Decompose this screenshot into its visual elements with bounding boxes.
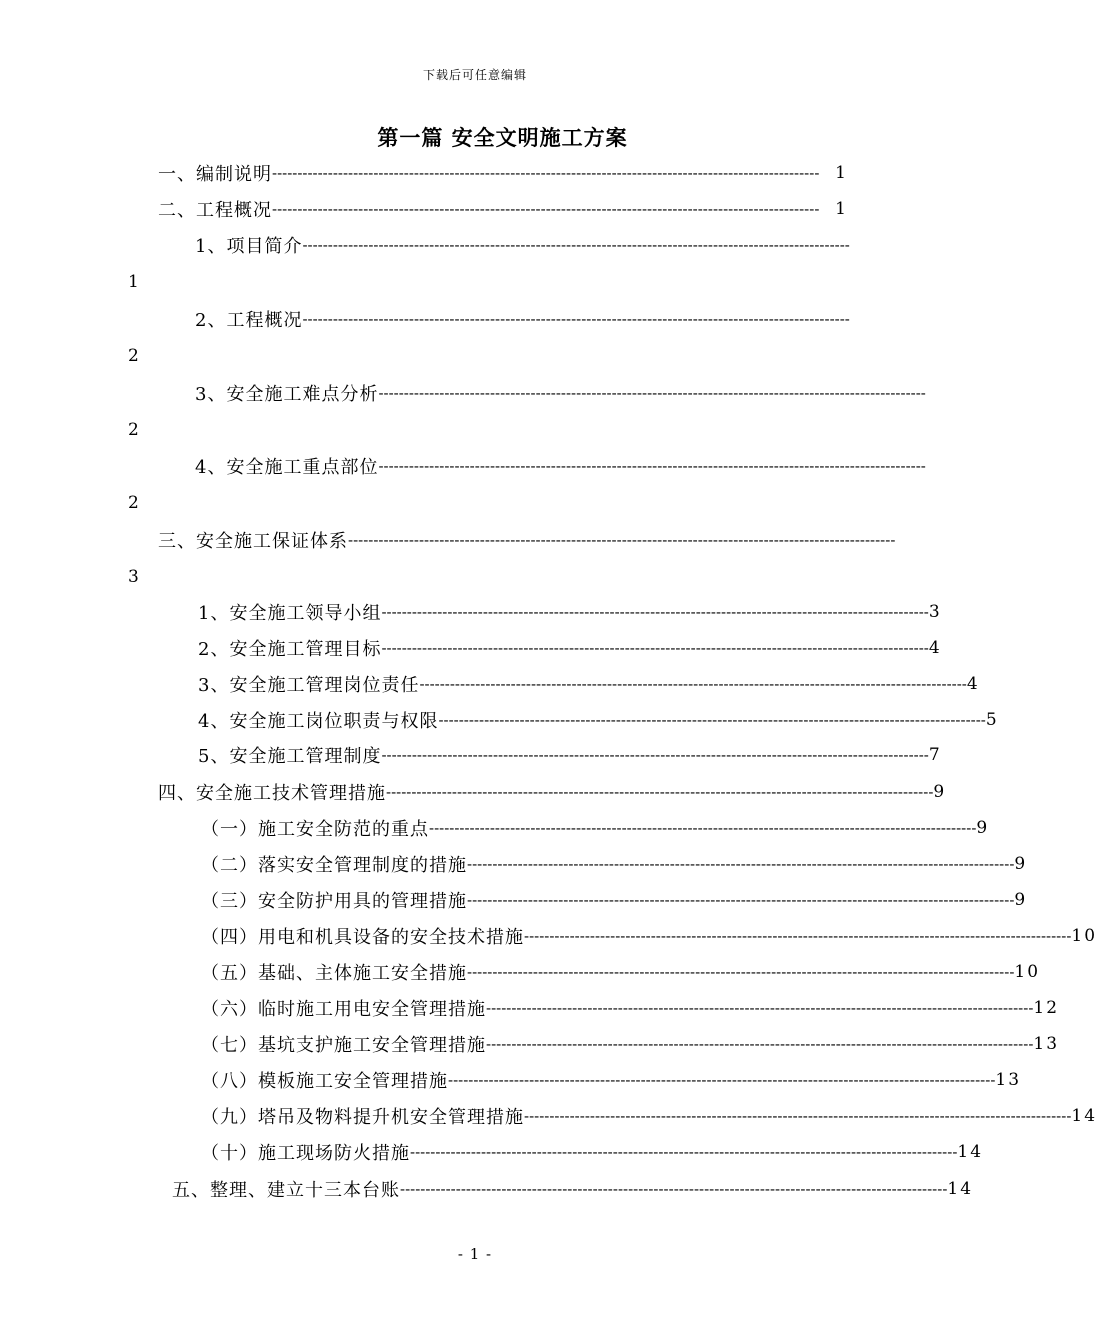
toc-entry-label: （一）施工安全防范的重点 xyxy=(201,819,429,840)
toc-entry[interactable] xyxy=(201,815,990,841)
toc-entry-label: （五）基础、主体施工安全措施 xyxy=(201,963,467,984)
dot-leader: ------------------------------------------------------------------------------------------------------------ xyxy=(302,236,850,254)
toc-entry-page: 12 xyxy=(1033,998,1060,1018)
toc-entry[interactable] xyxy=(201,959,1041,985)
dot-leader: ------------------------------------------------------------------------------------------------------------ xyxy=(524,927,1072,945)
toc-entry[interactable] xyxy=(198,671,980,697)
toc-entry-label: 2、安全施工管理目标 xyxy=(198,639,382,660)
toc-entry-label: 3、安全施工难点分析 xyxy=(195,384,379,405)
dot-leader: ------------------------------------------------------------------------------------------------------------ xyxy=(272,164,820,182)
toc-entry[interactable] xyxy=(198,742,942,768)
toc-entry-page: 14 xyxy=(947,1179,974,1199)
toc-entry-page: 2 xyxy=(128,493,139,513)
toc-entry[interactable] xyxy=(201,887,1028,913)
toc-entry-page: 10 xyxy=(1014,962,1041,982)
toc-entry-page: 2 xyxy=(128,346,139,366)
dot-leader: ------------------------------------------------------------------------------------------------------------ xyxy=(378,384,926,402)
toc-entry[interactable] xyxy=(195,306,850,332)
dot-leader: ------------------------------------------------------------------------------------------------------------ xyxy=(419,675,967,693)
toc-entry-label: （三）安全防护用具的管理措施 xyxy=(201,891,467,912)
toc-entry[interactable] xyxy=(158,196,848,222)
toc-entry-label: （六）临时施工用电安全管理措施 xyxy=(201,999,486,1020)
dot-leader: ------------------------------------------------------------------------------------------------------------ xyxy=(486,999,1034,1017)
dot-leader: ------------------------------------------------------------------------------------------------------------ xyxy=(381,603,929,621)
toc-entry-label: 一、编制说明 xyxy=(158,164,272,185)
toc-entry[interactable] xyxy=(201,1031,1060,1057)
dot-leader: ------------------------------------------------------------------------------------------------------------ xyxy=(438,711,986,729)
dot-leader: ------------------------------------------------------------------------------------------------------------ xyxy=(400,1180,948,1198)
toc-entry-label: （七）基坑支护施工安全管理措施 xyxy=(201,1035,486,1056)
toc-entry-label: （二）落实安全管理制度的措施 xyxy=(201,855,467,876)
toc-entry-page: 13 xyxy=(1033,1034,1060,1054)
dot-leader: ------------------------------------------------------------------------------------------------------------ xyxy=(524,1107,1072,1125)
toc-entry-page: 9 xyxy=(933,782,947,802)
toc-entry-page: 1 xyxy=(128,272,139,292)
toc-entry-label: （十）施工现场防火措施 xyxy=(201,1143,410,1164)
toc-entry-label: 三、安全施工保证体系 xyxy=(158,531,348,552)
dot-leader: ------------------------------------------------------------------------------------------------------------ xyxy=(378,457,926,475)
toc-entry-label: （九）塔吊及物料提升机安全管理措施 xyxy=(201,1107,524,1128)
dot-leader: ------------------------------------------------------------------------------------------------------------ xyxy=(429,819,977,837)
toc-entry-page: 10 xyxy=(1071,926,1097,946)
toc-entry-page: 7 xyxy=(928,745,942,765)
toc-entry-label: （八）模板施工安全管理措施 xyxy=(201,1071,448,1092)
dot-leader: ------------------------------------------------------------------------------------------------------------ xyxy=(467,963,1015,981)
toc-entry[interactable] xyxy=(201,923,1097,949)
toc-entry[interactable] xyxy=(158,527,896,553)
toc-entry-page: 9 xyxy=(1014,854,1028,874)
toc-entry-label: 1、项目简介 xyxy=(195,236,303,257)
toc-entry[interactable] xyxy=(201,1139,984,1165)
toc-entry-page: 3 xyxy=(128,567,139,587)
toc-entry-page: 4 xyxy=(928,638,942,658)
dot-leader: ------------------------------------------------------------------------------------------------------------ xyxy=(410,1143,958,1161)
dot-leader: ------------------------------------------------------------------------------------------------------------ xyxy=(448,1071,996,1089)
toc-entry[interactable] xyxy=(158,160,848,186)
toc-entry[interactable] xyxy=(198,599,942,625)
toc-entry-page: 4 xyxy=(966,674,980,694)
dot-leader: ------------------------------------------------------------------------------------------------------------ xyxy=(386,783,934,801)
header-note: 下载后可任意编辑 xyxy=(422,68,527,82)
toc-entry[interactable] xyxy=(195,380,926,406)
page-number-footer: - 1 - xyxy=(457,1245,493,1263)
toc-entry-page: 13 xyxy=(995,1070,1022,1090)
toc-entry[interactable] xyxy=(195,453,926,479)
toc-entry[interactable] xyxy=(198,635,942,661)
toc-entry[interactable] xyxy=(201,851,1028,877)
toc-entry[interactable] xyxy=(195,232,850,258)
toc-entry[interactable] xyxy=(172,1176,974,1202)
toc-entry-page: 3 xyxy=(928,602,942,622)
toc-entry-label: 五、整理、建立十三本台账 xyxy=(172,1180,400,1201)
dot-leader: ------------------------------------------------------------------------------------------------------------ xyxy=(486,1035,1034,1053)
toc-entry-page: 1 xyxy=(835,199,848,219)
toc-entry[interactable] xyxy=(158,779,947,805)
toc-entry[interactable] xyxy=(201,1103,1097,1129)
toc-entry-label: 5、安全施工管理制度 xyxy=(198,746,382,767)
dot-leader: ------------------------------------------------------------------------------------------------------------ xyxy=(467,891,1015,909)
toc-entry-page: 9 xyxy=(1014,890,1028,910)
toc-entry-label: 二、工程概况 xyxy=(158,200,272,221)
dot-leader: ------------------------------------------------------------------------------------------------------------ xyxy=(348,531,896,549)
toc-entry-label: 1、安全施工领导小组 xyxy=(198,603,382,624)
toc-entry-page: 9 xyxy=(976,818,990,838)
toc-entry-label: 4、安全施工岗位职责与权限 xyxy=(198,711,439,732)
dot-leader: ------------------------------------------------------------------------------------------------------------ xyxy=(381,746,929,764)
toc-entry-label: 3、安全施工管理岗位责任 xyxy=(198,675,420,696)
toc-entry-page: 1 xyxy=(835,163,848,183)
toc-entry-label: （四）用电和机具设备的安全技术措施 xyxy=(201,927,524,948)
dot-leader: ------------------------------------------------------------------------------------------------------------ xyxy=(272,200,820,218)
toc-entry-page: 2 xyxy=(128,420,139,440)
dot-leader: ------------------------------------------------------------------------------------------------------------ xyxy=(467,855,1015,873)
toc-entry[interactable] xyxy=(201,995,1060,1021)
toc-entry[interactable] xyxy=(198,707,999,733)
toc-entry-label: 四、安全施工技术管理措施 xyxy=(158,783,386,804)
toc-entry-page: 14 xyxy=(1071,1106,1097,1126)
toc-entry[interactable] xyxy=(201,1067,1022,1093)
dot-leader: ------------------------------------------------------------------------------------------------------------ xyxy=(302,310,850,328)
toc-entry-label: 2、工程概况 xyxy=(195,310,303,331)
toc-entry-label: 4、安全施工重点部位 xyxy=(195,457,379,478)
document-title: 第一篇 安全文明施工方案 xyxy=(377,125,628,150)
toc-entry-page: 5 xyxy=(985,710,999,730)
dot-leader: ------------------------------------------------------------------------------------------------------------ xyxy=(381,639,929,657)
toc-entry-page: 14 xyxy=(957,1142,984,1162)
